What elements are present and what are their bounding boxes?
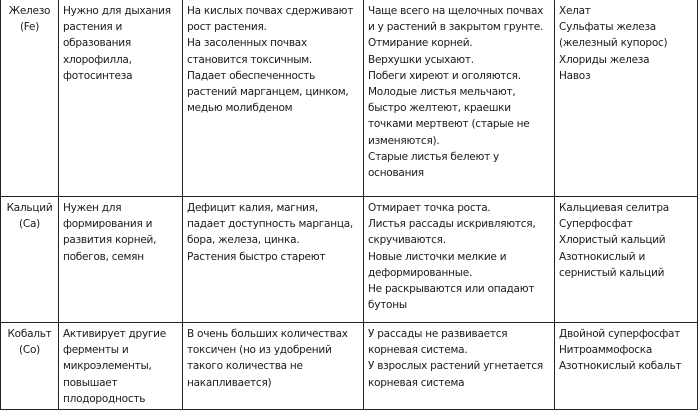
deficiency-text: Побеги хиреют и оголяются. — [368, 69, 521, 82]
deficiency-text: Старые листья белеют у основания — [368, 150, 500, 180]
excess-text: Падает обеспеченность растений марганцем, цинком, медью молибденом — [187, 69, 349, 115]
cell-role — [59, 0, 183, 197]
fertilizer-item: Нитроаммофоска — [559, 344, 653, 357]
element-symbol: (Co) — [19, 344, 40, 357]
deficiency-text: Листья рассады искривляются, скручиваются. — [368, 218, 536, 247]
cell-fertilizers — [555, 0, 698, 197]
cell-excess — [183, 197, 364, 323]
element-name: Кобальт — [7, 328, 52, 340]
fertilizer-item: (железный купорос) — [559, 37, 668, 50]
excess-text: На кислых почвах сдерживают рост растения. — [187, 5, 354, 34]
element-name: Кальций — [6, 202, 53, 214]
fertilizer-item: Суперфосфат — [559, 218, 633, 231]
element-symbol: (Ca) — [19, 218, 40, 231]
cell-element — [1, 0, 59, 197]
fertilizer-item: Азотнокислый кобальт — [559, 360, 682, 373]
fertilizer-item: Сульфаты железа — [559, 21, 656, 34]
deficiency-text: Новые листочки мелкие и деформированные. — [368, 250, 507, 279]
cell-fertilizers — [555, 197, 698, 323]
cell-role — [59, 197, 183, 323]
role-text: Активирует другие ферменты и микроэлементы, повышает плодородность — [63, 328, 166, 405]
fertilizer-item: Хелат — [559, 5, 591, 17]
fertilizer-item: Хлористый кальций — [559, 234, 666, 247]
deficiency-text: Отмирание корней. — [368, 37, 473, 50]
excess-text: Растения быстро стареют — [187, 250, 326, 263]
deficiency-text: Не раскрываются или опадают бутоны — [368, 283, 535, 312]
cell-role — [59, 323, 183, 410]
cell-fertilizers — [555, 323, 698, 410]
cell-deficiency — [364, 197, 555, 323]
deficiency-text: Отмирает точка роста. — [368, 202, 491, 214]
fertilizer-item: Азотнокислый и сернистый кальций — [559, 250, 665, 279]
fertilizer-item: Двойной суперфосфат — [559, 328, 681, 340]
cell-excess — [183, 0, 364, 197]
table-row-calcium — [1, 197, 698, 323]
cell-excess — [183, 323, 364, 410]
deficiency-text: Верхушки усыхают. — [368, 53, 474, 66]
fertilizer-item: Хлориды железа — [559, 53, 650, 66]
table-row-iron — [1, 0, 698, 197]
cell-deficiency — [364, 323, 555, 410]
cell-element — [1, 323, 59, 410]
cell-element — [1, 197, 59, 323]
fertilizer-item: Кальциевая селитра — [559, 202, 669, 214]
element-name: Железо — [8, 5, 51, 17]
table-row-cobalt — [1, 323, 698, 410]
excess-text: Дефицит калия, магния, падает доступность марганца, бора, железа, цинка. — [187, 202, 354, 247]
deficiency-text: Молодые листья мельчают, быстро желтеют, краешки точками мертвеют (старые не изменяются). — [368, 86, 530, 147]
role-text: Нужен для формирования и развития корней, побегов, семян — [63, 202, 157, 263]
fertilizer-item: Навоз — [559, 69, 591, 82]
role-text: Нужно для дыхания растения и образования хлорофилла, фотосинтеза — [63, 5, 171, 82]
deficiency-text: У рассады не развивается корневая система. — [368, 328, 508, 357]
deficiency-text: Чаще всего на щелочных почвах и у растений в закрытом грунте. — [368, 5, 544, 34]
deficiency-text: У взрослых растений угнетается корневая система — [368, 360, 543, 389]
cell-deficiency — [364, 0, 555, 197]
excess-text: На засоленных почвах становится токсичным. — [187, 37, 313, 66]
excess-text: В очень больших количествах токсичен (но из удобрений такого количества не накапливается) — [187, 328, 348, 389]
element-symbol: (Fe) — [19, 21, 40, 34]
